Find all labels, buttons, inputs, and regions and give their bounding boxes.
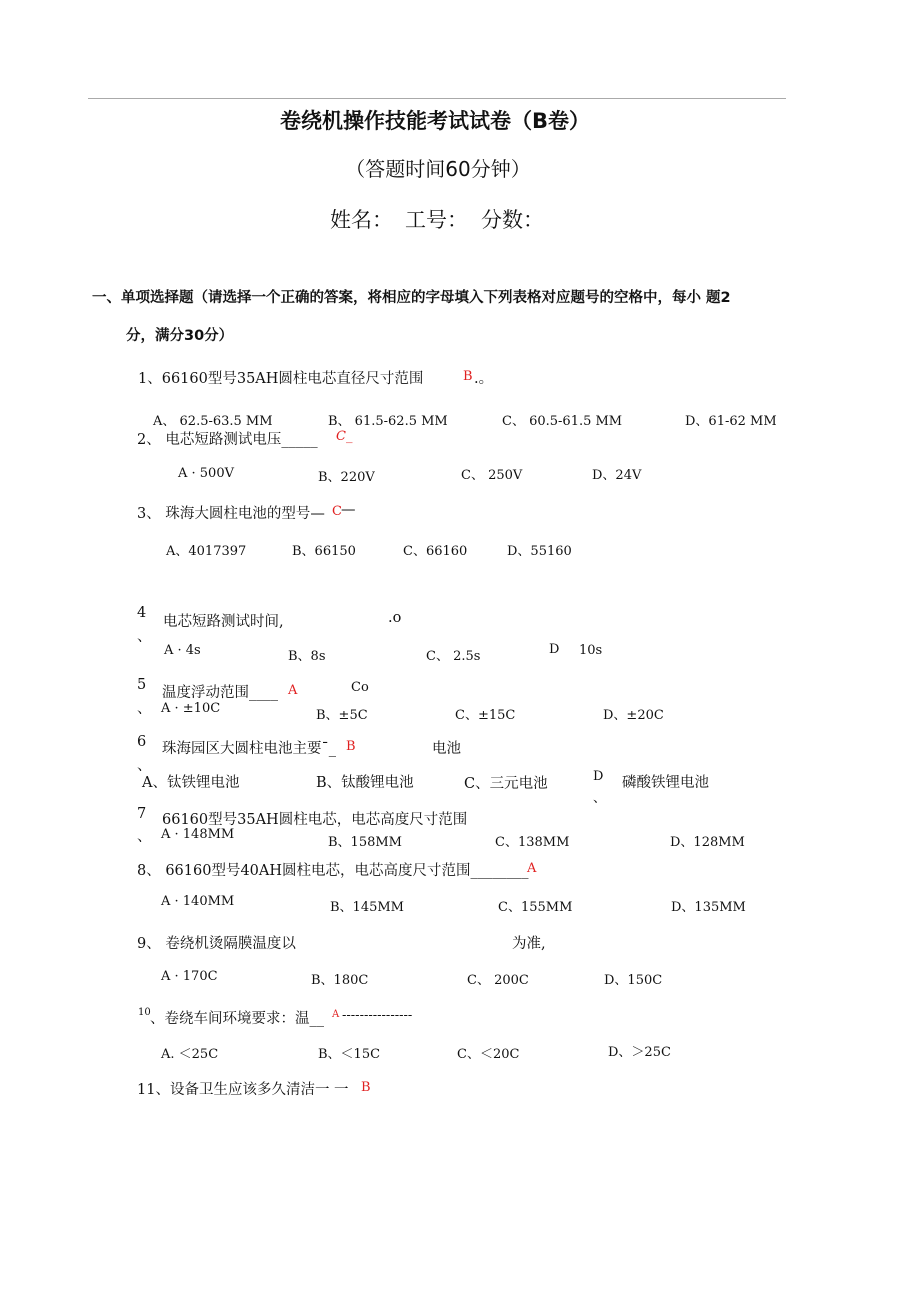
option-c: C、66160 [403,544,468,559]
question-number: 5 [137,677,147,693]
option-d: D、150C [604,973,663,988]
option-d: D、＞25C [608,1045,671,1060]
question-stem: 温度浮动范围____ [162,685,278,701]
question-answer: B [361,1080,371,1095]
option-c: C、±15C [455,708,516,723]
option-b: B、8s [288,649,326,664]
option-a: A · ±10C [161,701,221,716]
question-answer: A [527,861,537,876]
option-d: 10s [579,643,603,658]
option-d: 磷酸铁锂电池 [622,775,709,791]
option-c: C、138MM [495,835,570,850]
question-tail: 为准, [512,936,546,952]
question-stem: 9、 卷绕机烫隔膜温度以 [137,936,296,952]
option-a: A、钛铁锂电池 [142,775,240,791]
option-c: C、 200C [467,973,529,988]
question-tail: — [341,502,356,518]
option-a: A · 4s [164,643,201,658]
option-c: C、155MM [498,900,573,915]
section-heading-cont: 分，满分30分） [126,328,234,344]
question-stem: 66160型号35AH圆柱电芯，电芯高度尺寸范围 [162,812,468,828]
question-stem: 3、 珠海大圆柱电池的型号— [137,506,325,522]
question-tail: 电池 [432,741,461,757]
name-label: 姓名： [330,208,393,232]
option-d-letter: D [549,642,560,657]
option-c: C、 250V [461,468,523,483]
option-a: A · 500V [178,466,234,481]
question-number: 10 [138,1007,151,1018]
option-d: D、135MM [671,900,746,915]
question-extra: Co [351,680,369,695]
option-a: A · 140MM [161,894,235,909]
question-number: 4 [137,605,147,621]
question-stem: 11、设备卫生应该多久清洁一 一 [137,1082,349,1098]
option-a: A · 148MM [161,827,235,842]
question-number: 7 [137,806,147,822]
option-c: C、＜20C [457,1047,520,1062]
question-answer: A [332,1009,340,1020]
score-label: 分数： [481,208,544,232]
option-b: B、145MM [330,900,404,915]
option-b: B、±5C [316,708,368,723]
question-answer: B [463,369,473,384]
option-a: A · 170C [161,969,218,984]
option-d: D、128MM [670,835,745,850]
option-a: A. ＜25C [161,1047,219,1062]
option-b: B、158MM [328,835,402,850]
option-a: A、 62.5-63.5 MM [153,414,273,429]
question-stem: 电芯短路测试时间, [163,614,284,630]
option-b: B、180C [311,973,369,988]
option-c: C、 60.5-61.5 MM [502,414,623,429]
question-stem: 、卷绕车间环境要求：温__ [150,1011,324,1027]
option-d: D、55160 [507,544,572,559]
question-answer: B [346,739,356,754]
question-stem: 1、66160型号35AH圆柱电芯直径尺寸范围 [138,371,424,387]
question-tail: ---------------- [342,1008,413,1023]
option-b: B、＜15C [318,1047,381,1062]
option-b: B、 61.5-62.5 MM [328,414,448,429]
question-answer: A [288,683,298,698]
option-c: C、三元电池 [464,776,548,792]
question-stem: 8、 66160型号40AH圆柱电芯，电芯高度尺寸范围________ [137,863,529,879]
option-a: A、4017397 [166,544,247,559]
section-heading: 一、单项选择题（请选择一个正确的答案，将相应的字母填入下列表格对应题号的空格中，每小 题2 [92,290,731,306]
option-d-mark: 、 [593,791,607,806]
option-d-letter: D [593,769,604,784]
question-answer: C_ [336,429,353,444]
question-number-mark: 、 [137,629,152,645]
option-c: C、 2.5s [426,649,481,664]
id-label: 工号： [405,208,468,232]
exam-title: 卷绕机操作技能考试试卷（B卷） [279,109,590,133]
option-b: B、钛酸锂电池 [316,775,414,791]
question-tail: .。 [474,371,494,387]
exam-subtitle: （答题时间60分钟） [345,157,531,181]
question-stem: 2、 电芯短路测试电压_____ [137,432,318,448]
option-d: D、±20C [603,708,664,723]
question-number-mark: 、 [137,701,152,717]
option-d: D、61-62 MM [685,414,777,429]
option-b: B、66150 [292,544,356,559]
option-d: D、24V [592,468,642,483]
question-answer: C [332,504,342,519]
question-tail: .o [388,610,402,626]
header-rule [88,98,786,99]
question-number-mark: 、 [137,829,152,845]
question-number-mark: 、 [137,758,152,774]
question-stem: 珠海园区大圆柱电池主要ˉ_ [162,741,336,757]
option-b: B、220V [318,470,375,485]
question-number: 6 [137,734,147,750]
